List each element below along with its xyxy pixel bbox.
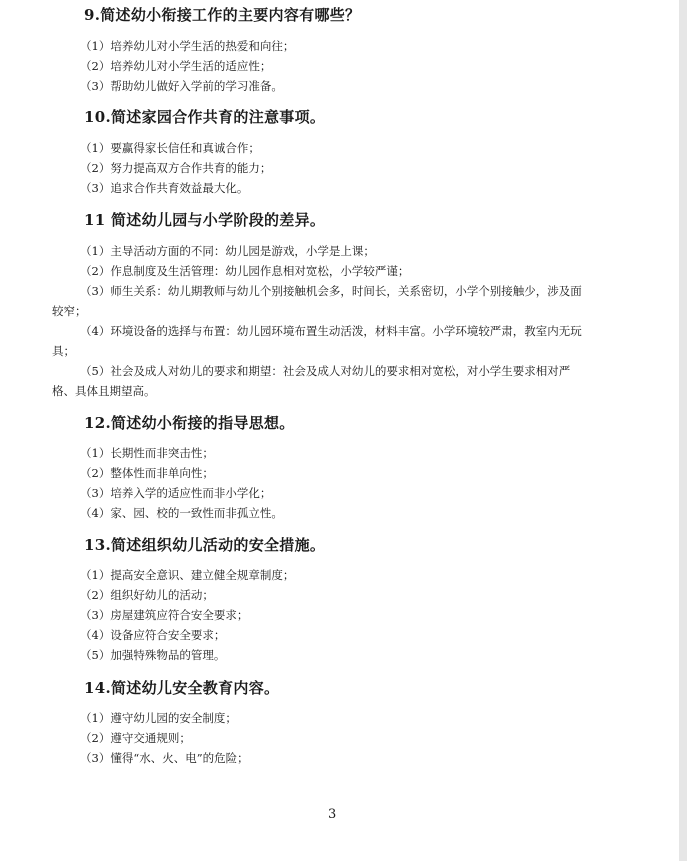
- list-item: （1）遵守幼儿园的安全制度；: [80, 711, 237, 725]
- list-item: （1）要赢得家长信任和真诚合作；: [80, 141, 260, 155]
- list-item: （4）设备应符合安全要求；: [80, 628, 226, 642]
- list-item: （2）组织好幼儿的活动；: [80, 588, 214, 602]
- list-item: （2）遵守交通规则；: [80, 731, 191, 745]
- list-item-continuation: 格、具体且期望高。: [52, 384, 156, 398]
- list-item: （3）房屋建筑应符合安全要求；: [80, 608, 249, 622]
- section-heading: 10.简述家园合作共育的注意事项。: [84, 108, 326, 126]
- section-heading: 11 简述幼儿园与小学阶段的差异。: [84, 211, 326, 229]
- list-item: （3）帮助幼儿做好入学前的学习准备。: [80, 79, 283, 93]
- list-item: （4）环境设备的选择与布置：幼儿园环境布置生动活泼，材料丰富。小学环境较严肃，教室内无玩: [80, 324, 582, 338]
- list-item: （3）培养入学的适应性而非小学化；: [80, 486, 272, 500]
- list-item: （5）社会及成人对幼儿的要求和期望：社会及成人对幼儿的要求相对宽松，对小学生要求相对严: [80, 364, 571, 378]
- list-item: （1）培养幼儿对小学生活的热爱和向往；: [80, 39, 295, 53]
- page-edge-divider: [679, 0, 687, 861]
- list-item: （2）作息制度及生活管理：幼儿园作息相对宽松，小学较严谨；: [80, 264, 410, 278]
- section-heading: 13.简述组织幼儿活动的安全措施。: [84, 536, 326, 554]
- section-heading: 12.简述幼小衔接的指导思想。: [84, 414, 295, 432]
- list-item: （2）努力提高双方合作共育的能力；: [80, 161, 272, 175]
- list-item: （1）提高安全意识、建立健全规章制度；: [80, 568, 295, 582]
- list-item: （3）师生关系：幼儿期教师与幼儿个别接触机会多，时间长，关系密切，小学个别接触少，涉及面: [80, 284, 582, 298]
- list-item: （1）长期性而非突击性；: [80, 446, 214, 460]
- list-item: （2）整体性而非单向性；: [80, 466, 214, 480]
- list-item: （1）主导活动方面的不同：幼儿园是游戏，小学是上课；: [80, 244, 375, 258]
- list-item: （4）家、园、校的一致性而非孤立性。: [80, 506, 283, 520]
- section-heading: 9.简述幼小衔接工作的主要内容有哪些？: [84, 6, 361, 24]
- list-item: （3）懂得“水、火、电”的危险；: [80, 751, 249, 765]
- page-number: 3: [328, 807, 337, 822]
- list-item: （2）培养幼儿对小学生活的适应性；: [80, 59, 272, 73]
- section-heading: 14.简述幼儿安全教育内容。: [84, 679, 280, 697]
- list-item: （5）加强特殊物品的管理。: [80, 648, 226, 662]
- list-item: （3）追求合作共育效益最大化。: [80, 181, 249, 195]
- list-item-continuation: 较窄；: [52, 304, 87, 318]
- list-item-continuation: 具；: [52, 344, 75, 358]
